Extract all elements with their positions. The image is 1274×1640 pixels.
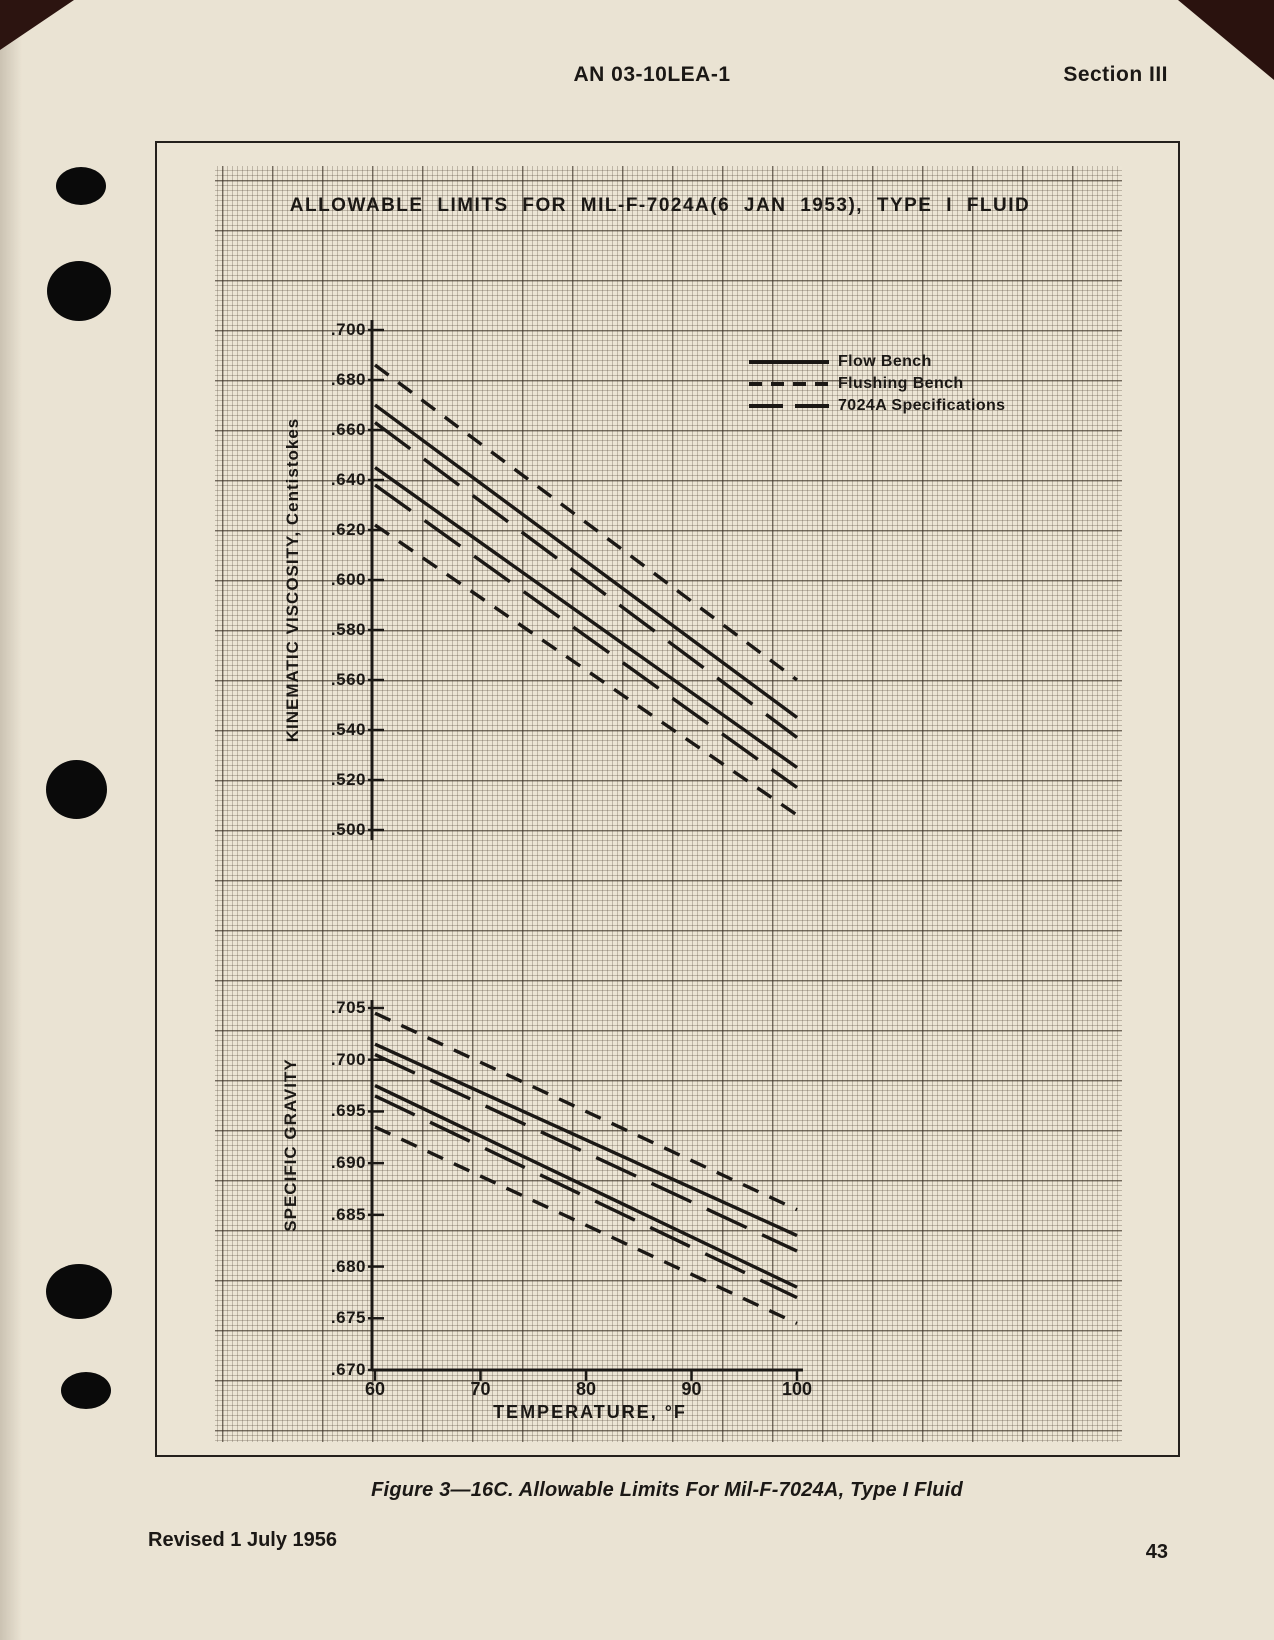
y-tick-label: .520	[330, 770, 366, 789]
y-tick-label: .600	[330, 570, 366, 589]
x-tick-label: 80	[575, 1379, 597, 1399]
x-axis-label-temperature: TEMPERATURE, °F	[493, 1402, 687, 1422]
y-tick-label: .560	[330, 670, 366, 689]
y-tick-label: .675	[330, 1308, 366, 1328]
footer-revision: Revised 1 July 1956	[148, 1529, 338, 1551]
x-tick-label: 60	[364, 1379, 386, 1399]
y-axis-label-specific-gravity: SPECIFIC GRAVITY	[281, 1058, 300, 1232]
header-section: Section III	[1063, 63, 1168, 86]
scan-corner-artifact-top-left	[0, 0, 74, 50]
y-axis-label-viscosity: KINEMATIC VISCOSITY, Centistokes	[283, 417, 302, 743]
y-tick-label: .640	[330, 470, 366, 489]
punch-hole	[46, 760, 107, 819]
figure-caption: Figure 3—16C. Allowable Limits For Mil-F-7024A, Type I Fluid	[371, 1479, 963, 1501]
y-tick-label: .680	[330, 370, 366, 389]
scan-edge-shade	[0, 0, 22, 1640]
x-tick-label: 100	[781, 1379, 813, 1399]
y-tick-label: .670	[330, 1360, 366, 1379]
scan-corner-artifact-top-right	[1178, 0, 1274, 80]
y-tick-label: .705	[330, 998, 366, 1017]
chart-title: ALLOWABLE LIMITS FOR MIL-F-7024A(6 JAN 1953), TYPE I FLUID	[289, 195, 1031, 216]
header-doc-number: AN 03-10LEA-1	[573, 63, 731, 86]
x-tick-label: 70	[470, 1379, 491, 1399]
y-tick-label: .500	[330, 820, 366, 839]
y-tick-label: .695	[330, 1101, 366, 1121]
y-tick-label: .660	[330, 420, 366, 439]
y-tick-label: .680	[330, 1256, 366, 1276]
y-tick-label: .700	[330, 1049, 366, 1069]
legend-label: Flow Bench	[838, 353, 932, 370]
punch-hole	[56, 167, 106, 205]
page-number: 43	[1145, 1541, 1168, 1563]
y-tick-label: .685	[330, 1204, 366, 1224]
y-tick-label: .700	[330, 320, 366, 339]
graph-paper	[215, 166, 1122, 1442]
punch-hole	[47, 261, 111, 321]
punch-hole	[46, 1264, 112, 1319]
y-tick-label: .690	[330, 1153, 366, 1173]
x-tick-label: 90	[681, 1379, 702, 1399]
y-tick-label: .580	[330, 620, 366, 639]
punch-hole	[61, 1372, 111, 1409]
legend-label: Flushing Bench	[838, 375, 964, 392]
y-tick-label: .540	[330, 720, 366, 739]
y-tick-label: .620	[330, 520, 366, 539]
legend-label: 7024A Specifications	[838, 397, 1006, 414]
